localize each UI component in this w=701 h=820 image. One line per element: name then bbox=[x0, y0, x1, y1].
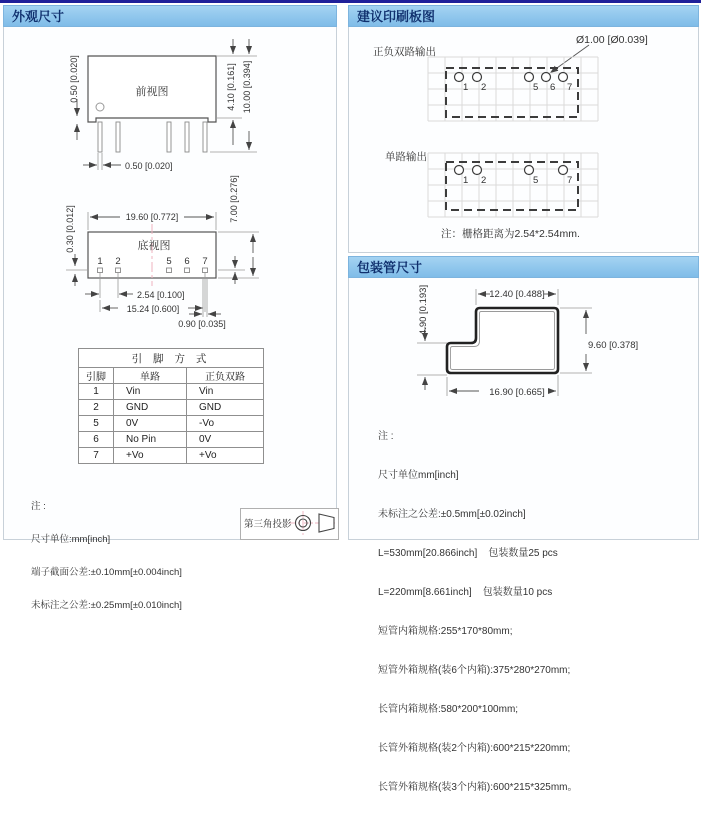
note-line: L=220mm[8.661inch] 包装数量10 pcs bbox=[378, 587, 553, 598]
tube-panel bbox=[348, 256, 699, 793]
hole-number: 5 bbox=[533, 82, 539, 93]
front-pin-2 bbox=[116, 122, 120, 152]
pin-table-col-single: 单路 bbox=[114, 368, 187, 384]
projection-cone-icon bbox=[319, 514, 334, 532]
cell-pin: 2 bbox=[79, 400, 114, 416]
hole-number: 6 bbox=[550, 82, 556, 93]
tube-drawing bbox=[349, 278, 698, 402]
hole-number: 7 bbox=[567, 82, 573, 93]
dim-body-width-label: 19.60 [0.772] bbox=[125, 212, 179, 222]
bottom-pin-number: 5 bbox=[166, 256, 172, 267]
note-line: 长管内箱规格:580*200*100mm; bbox=[378, 704, 519, 715]
pin-table-title: 引 脚 方 式 bbox=[79, 349, 264, 368]
third-angle-projection-box bbox=[240, 508, 339, 540]
cell-pin: 7 bbox=[79, 448, 114, 464]
cell-single: 0V bbox=[114, 416, 187, 432]
note-line: 注 : bbox=[378, 431, 394, 442]
note-line: 未标注之公差:±0.25mm[±0.010inch] bbox=[31, 600, 182, 611]
hole-number: 5 bbox=[533, 175, 539, 186]
dim-pin-width-label: 0.50 [0.020] bbox=[125, 161, 173, 171]
tube-outline bbox=[447, 308, 558, 373]
hole-number: 7 bbox=[567, 175, 573, 186]
tube-dim-left: 4.90 [0.193] bbox=[418, 284, 429, 336]
table-row bbox=[79, 416, 264, 432]
cell-pin: 5 bbox=[79, 416, 114, 432]
cell-single: No Pin bbox=[114, 432, 187, 448]
tube-notes bbox=[378, 404, 578, 820]
dim-pin-span-label: 15.24 [0.600] bbox=[126, 304, 180, 314]
tube-dim-top: 12.40 [0.488] bbox=[489, 289, 545, 300]
third-angle-projection-symbol bbox=[241, 509, 336, 537]
pcb-grid-dual bbox=[428, 57, 598, 121]
bottom-view-label: 底视图 bbox=[137, 240, 171, 252]
outline-panel bbox=[3, 5, 337, 611]
note-line: 短管外箱规格(装6个内箱):375*280*270mm; bbox=[378, 665, 571, 676]
pin-assignment-table bbox=[78, 348, 264, 464]
cell-single: Vin bbox=[114, 384, 187, 400]
note-line: 注 : bbox=[31, 501, 46, 512]
note-line: 端子截面公差:±0.10mm[±0.004inch] bbox=[31, 567, 182, 578]
tube-panel-body bbox=[348, 278, 699, 793]
note-line: 长管外箱规格(装3个内箱):600*215*325mm。 bbox=[378, 782, 578, 793]
bottom-pin-number: 2 bbox=[115, 256, 121, 267]
hole-number: 2 bbox=[481, 175, 487, 186]
front-pin-7 bbox=[203, 122, 207, 152]
cell-dual: -Vo bbox=[187, 416, 264, 432]
pin-table-col-pin: 引脚 bbox=[79, 368, 114, 384]
table-row bbox=[79, 384, 264, 400]
dim-standoff-label: 0.50 [0.020] bbox=[69, 55, 79, 103]
dim-total-height-label: 10.00 [0.394] bbox=[242, 60, 252, 114]
outline-panel-body bbox=[3, 27, 337, 611]
outline-panel-header: 外观尺寸 bbox=[3, 5, 337, 27]
pcb-holes-single bbox=[455, 166, 568, 175]
cell-single: GND bbox=[114, 400, 187, 416]
projection-label: 第三角投影 bbox=[244, 519, 292, 530]
tube-dim-right: 9.60 [0.378] bbox=[588, 340, 639, 351]
cell-dual: +Vo bbox=[187, 448, 264, 464]
top-accent-bar bbox=[0, 0, 701, 3]
pcb-drawing bbox=[349, 27, 698, 251]
dim-pin-pitch-label: 2.54 [0.100] bbox=[137, 290, 185, 300]
bottom-view bbox=[65, 175, 259, 329]
hole-diameter-label: Ø1.00 [Ø0.039] bbox=[576, 34, 648, 46]
note-line: 尺寸单位mm[inch] bbox=[378, 470, 459, 481]
cell-pin: 6 bbox=[79, 432, 114, 448]
outline-drawing bbox=[4, 27, 336, 345]
front-view bbox=[69, 39, 257, 171]
single-output-label: 单路输出 bbox=[385, 151, 427, 163]
table-row bbox=[79, 448, 264, 464]
outline-notes bbox=[31, 479, 182, 633]
table-row bbox=[79, 432, 264, 448]
grid-note: 注：栅格距离为2.54*2.54mm. bbox=[441, 228, 580, 240]
cell-dual: 0V bbox=[187, 432, 264, 448]
cell-single: +Vo bbox=[114, 448, 187, 464]
bottom-pin-number: 6 bbox=[184, 256, 190, 267]
bottom-pin-number: 7 bbox=[202, 256, 208, 267]
tube-panel-header: 包装管尺寸 bbox=[348, 256, 699, 278]
note-line: L=530mm[20.866inch] 包装数量25 pcs bbox=[378, 548, 558, 559]
hole-number: 1 bbox=[463, 175, 469, 186]
dim-pad-offset-label: 0.30 [0.012] bbox=[65, 205, 75, 253]
cell-dual: Vin bbox=[187, 384, 264, 400]
note-line: 长管外箱规格(装2个内箱):600*215*220mm; bbox=[378, 743, 571, 754]
front-view-label: 前视图 bbox=[135, 86, 169, 98]
front-pin-6 bbox=[185, 122, 189, 152]
note-line: 尺寸单位:mm[inch] bbox=[31, 534, 111, 545]
cell-pin: 1 bbox=[79, 384, 114, 400]
front-pin-1 bbox=[98, 122, 102, 152]
pcb-panel bbox=[348, 5, 699, 253]
dim-case-height-label: 4.10 [0.161] bbox=[226, 63, 236, 111]
note-line: 未标注之公差:±0.5mm[±0.02inch] bbox=[378, 509, 526, 520]
hole-number: 1 bbox=[463, 82, 469, 93]
note-line: 短管内箱规格:255*170*80mm; bbox=[378, 626, 513, 637]
pcb-holes-dual bbox=[455, 73, 568, 82]
tube-dim-bottom: 16.90 [0.665] bbox=[489, 387, 545, 398]
table-row bbox=[79, 400, 264, 416]
pcb-panel-header: 建议印刷板图 bbox=[348, 5, 699, 27]
cell-dual: GND bbox=[187, 400, 264, 416]
hole-number: 2 bbox=[481, 82, 487, 93]
pcb-panel-body bbox=[348, 27, 699, 253]
dual-output-label: 正负双路输出 bbox=[373, 46, 436, 58]
dim-body-depth-label: 7.00 [0.276] bbox=[229, 175, 239, 223]
pin-table-col-dual: 正负双路 bbox=[187, 368, 264, 384]
dim-pad-size-label: 0.90 [0.035] bbox=[178, 319, 226, 329]
bottom-pin-number: 1 bbox=[97, 256, 103, 267]
front-pin-5 bbox=[167, 122, 171, 152]
